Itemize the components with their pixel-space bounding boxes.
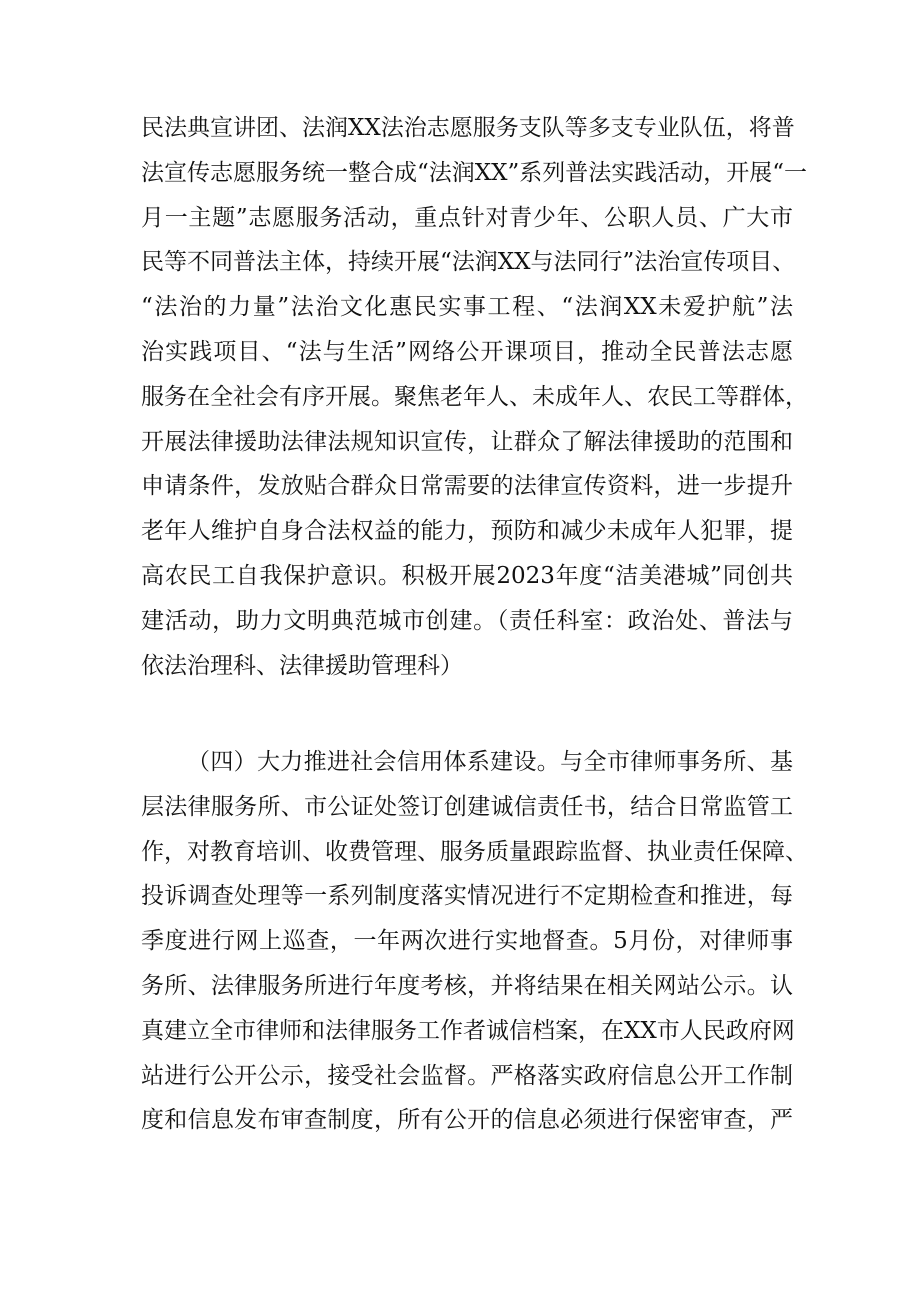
text-line: 老年人维护自身合法权益的能力，预防和减少未成年人犯罪，提 [141,518,793,545]
text-line: 季度进行网上巡查，一年两次进行实地督查。5月份，对律师事 [141,928,793,955]
text-line: 民法典宣讲团、法润XX法治志愿服务支队等多支专业队伍，将普 [141,115,795,141]
text-line: 高农民工自我保护意识。积极开展2023年度“洁美港城”同创共 [141,562,793,589]
text-line: 服务在全社会有序开展。聚焦老年人、未成年人、农民工等群体， [141,383,808,410]
text-line: 治实践项目、“法与生活”网络公开课项目，推动全民普法志愿 [141,338,793,365]
text-line: 法宣传志愿服务统一整合成“法润XX”系列普法实践活动，开展“一 [141,159,808,186]
text-line: 投诉调查处理等一系列制度落实情况进行不定期检查和推进，每 [141,883,793,910]
paragraph-1 [141,106,808,688]
text-line: 真建立全市律师和法律服务工作者诚信档案，在XX市人民政府网 [141,1017,795,1044]
text-line: 作，对教育培训、收费管理、服务质量跟踪监督、执业责任保障、 [141,838,808,865]
text-line: 依法治理科、法律援助管理科） [141,652,463,679]
text-line: 民等不同普法主体，持续开展“法润XX与法同行”法治宣传项目、 [141,249,796,276]
text-line: 务所、法律服务所进行年度考核，并将结果在相关网站公示。认 [141,972,793,999]
text-line: “法治的力量”法治文化惠民实事工程、“法润XX未爱护航”法 [141,294,793,321]
text-line: 申请条件，发放贴合群众日常需要的法律宣传资料，进一步提升 [141,473,793,500]
section-heading-line: （四）大力推进社会信用体系建设。与全市律师事务所、基 [187,749,793,775]
text-line: 开展法律援助法律法规知识宣传，让群众了解法律援助的范围和 [141,428,793,455]
text-line: 月一主题”志愿服务活动，重点针对青少年、公职人员、广大市 [141,204,793,231]
paragraph-2 [141,740,808,1143]
text-line: 度和信息发布审查制度，所有公开的信息必须进行保密审查，严 [141,1107,793,1134]
text-line: 站进行公开公示，接受社会监督。严格落实政府信息公开工作制 [141,1062,793,1089]
text-line: 层法律服务所、市公证处签订创建诚信责任书，结合日常监管工 [141,793,793,820]
text-line: 建活动，助力文明典范城市创建。（责任科室：政治处、普法与 [141,607,793,634]
